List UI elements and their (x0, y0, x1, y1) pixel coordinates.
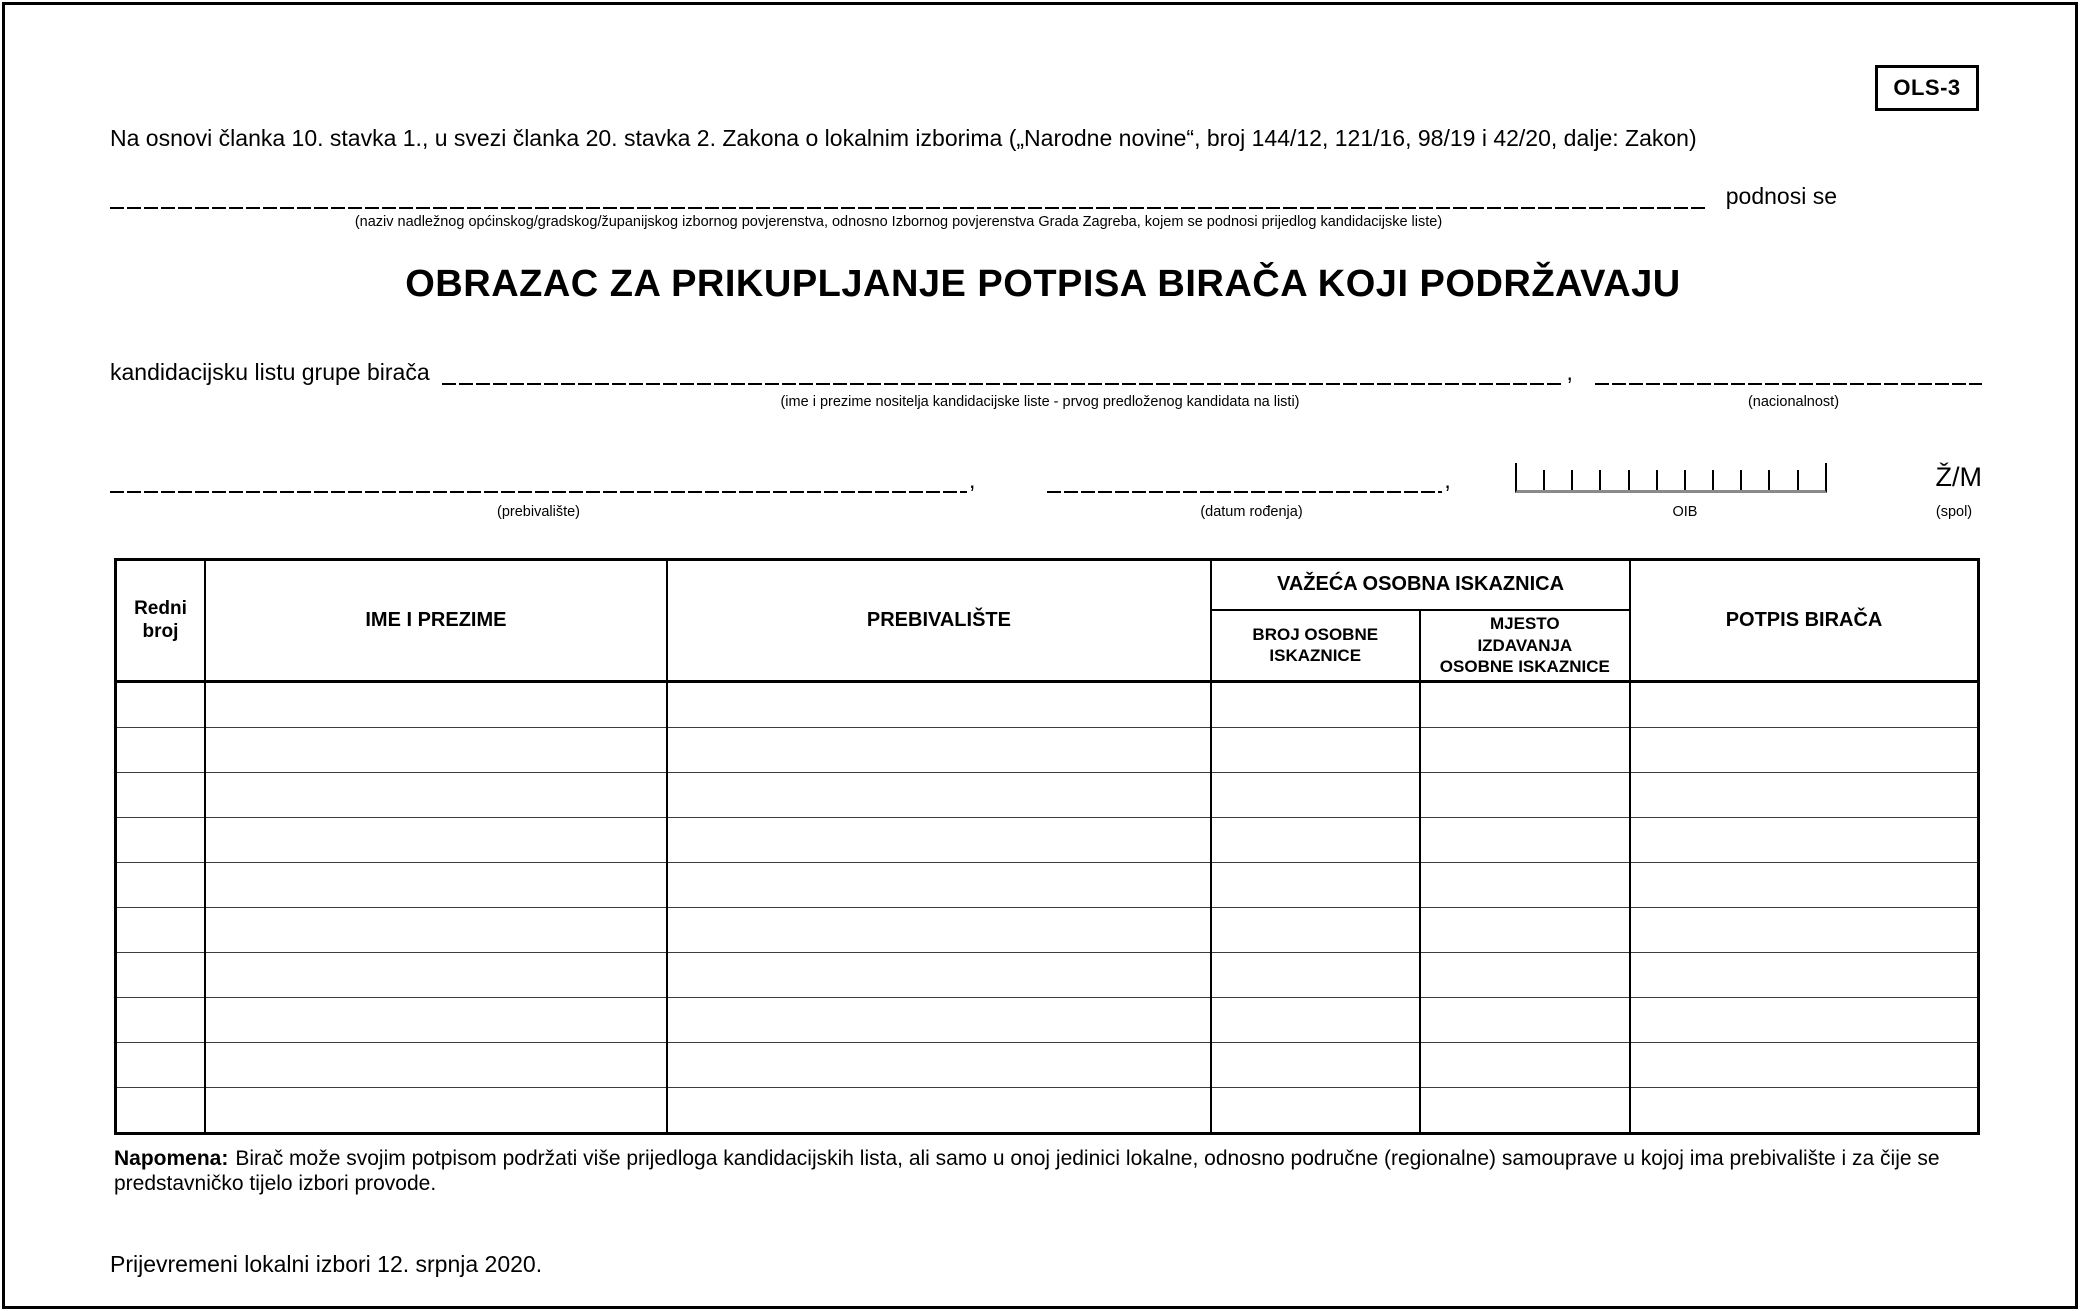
empty-cell[interactable] (116, 818, 205, 863)
empty-cell[interactable] (1211, 682, 1420, 728)
holder-caption: (ime i prezime nositelja kandidacijske liste - prvog predloženog kandidata na listi) (780, 394, 1300, 410)
table-row (116, 682, 1979, 728)
oib-digit-cell[interactable] (1601, 470, 1629, 490)
empty-cell[interactable] (1420, 682, 1631, 728)
empty-cell[interactable] (116, 863, 205, 908)
empty-cell[interactable] (1630, 953, 1978, 998)
birth-date-caption: (datum rođenja) (1200, 504, 1303, 520)
residence-caption: (prebivalište) (497, 504, 580, 520)
intro-paragraph: Na osnovi članka 10. stavka 1., u svezi članka 20. stavka 2. Zakona o lokalnim izborima („Narodne novine“, broj 144/12, 121/16, 98/19 i 42/20, dalje: Zakon) (110, 125, 1697, 151)
empty-cell[interactable] (1420, 863, 1631, 908)
comma-separator: , (1566, 358, 1573, 385)
empty-cell[interactable] (1211, 1043, 1420, 1088)
comma-separator: , (969, 466, 976, 493)
empty-cell[interactable] (1211, 1088, 1420, 1134)
sex-selector: Ž/M (1935, 462, 1982, 492)
oib-digit-cell[interactable] (1517, 470, 1545, 490)
empty-cell[interactable] (1420, 908, 1631, 953)
candidate-line-prefix: kandidacijsku listu grupe birača (110, 358, 430, 385)
empty-cell[interactable] (116, 728, 205, 773)
birth-date-blank[interactable] (1047, 463, 1442, 493)
oib-digit-cell[interactable] (1799, 470, 1825, 490)
empty-cell[interactable] (1211, 863, 1420, 908)
empty-cell[interactable] (116, 953, 205, 998)
empty-cell[interactable] (667, 908, 1211, 953)
empty-cell[interactable] (1420, 818, 1631, 863)
header-id-card-group: VAŽEĆA OSOBNA ISKAZNICA (1211, 560, 1630, 610)
oib-digit-cell[interactable] (1742, 470, 1770, 490)
empty-cell[interactable] (116, 773, 205, 818)
empty-cell[interactable] (667, 998, 1211, 1043)
empty-cell[interactable] (667, 1043, 1211, 1088)
empty-cell[interactable] (1211, 773, 1420, 818)
empty-cell[interactable] (667, 953, 1211, 998)
empty-cell[interactable] (1420, 953, 1631, 998)
empty-cell[interactable] (1630, 863, 1978, 908)
empty-cell[interactable] (205, 908, 667, 953)
personal-data-row (110, 459, 1982, 493)
oib-digit-cell[interactable] (1770, 470, 1798, 490)
table-row (116, 908, 1979, 953)
table-row (116, 998, 1979, 1043)
empty-cell[interactable] (205, 998, 667, 1043)
table-row (116, 953, 1979, 998)
header-name: IME I PREZIME (205, 560, 667, 682)
empty-cell[interactable] (116, 682, 205, 728)
nationality-caption: (nacionalnost) (1747, 394, 1840, 410)
empty-cell[interactable] (205, 953, 667, 998)
empty-cell[interactable] (1630, 773, 1978, 818)
podnosi-se-label: podnosi se (1725, 182, 1837, 209)
header-ordinal: Redni broj (116, 560, 205, 682)
empty-cell[interactable] (116, 998, 205, 1043)
empty-cell[interactable] (1630, 908, 1978, 953)
empty-cell[interactable] (1211, 953, 1420, 998)
empty-cell[interactable] (1630, 1043, 1978, 1088)
oib-digit-cell[interactable] (1573, 470, 1601, 490)
oib-digit-cell[interactable] (1630, 470, 1658, 490)
empty-cell[interactable] (205, 863, 667, 908)
empty-cell[interactable] (667, 728, 1211, 773)
table-row (116, 773, 1979, 818)
oib-digit-cell[interactable] (1686, 470, 1714, 490)
empty-cell[interactable] (1630, 728, 1978, 773)
empty-cell[interactable] (1630, 998, 1978, 1043)
signature-table (114, 558, 1980, 1135)
empty-cell[interactable] (1211, 908, 1420, 953)
empty-cell[interactable] (205, 728, 667, 773)
header-id-place: MJESTO IZDAVANJA OSOBNE ISKAZNICE (1420, 610, 1631, 682)
empty-cell[interactable] (205, 682, 667, 728)
header-id-number: BROJ OSOBNE ISKAZNICE (1211, 610, 1420, 682)
header-residence: PREBIVALIŠTE (667, 560, 1211, 682)
empty-cell[interactable] (1420, 1043, 1631, 1088)
table-row (116, 1043, 1979, 1088)
empty-cell[interactable] (1420, 773, 1631, 818)
empty-cell[interactable] (205, 818, 667, 863)
empty-cell[interactable] (205, 1043, 667, 1088)
empty-cell[interactable] (116, 908, 205, 953)
empty-cell[interactable] (667, 1088, 1211, 1134)
oib-digit-cell[interactable] (1545, 470, 1573, 490)
table-row (116, 818, 1979, 863)
empty-cell[interactable] (1211, 728, 1420, 773)
empty-cell[interactable] (1211, 998, 1420, 1043)
form-page (2, 2, 2078, 1309)
nationality-blank[interactable] (1595, 355, 1982, 385)
election-info: Prijevremeni lokalni izbori 12. srpnja 2020. (110, 1251, 543, 1277)
comma-separator: , (1444, 466, 1451, 493)
residence-blank[interactable] (110, 463, 967, 493)
commission-name-blank[interactable] (110, 179, 1708, 209)
table-row (116, 1088, 1979, 1134)
page-title: OBRAZAC ZA PRIKUPLJANJE POTPISA BIRAČA KOJI PODRŽAVAJU (405, 263, 1681, 305)
commission-caption: (naziv nadležnog općinskog/gradskog/županijskog izbornog povjerenstva, odnosno Izbornog povjerenstva Grada Zagreba, kojem se podnosi prijedlog kandidacijske liste) (354, 214, 1443, 230)
table-row (116, 728, 1979, 773)
oib-digit-cell[interactable] (1658, 470, 1686, 490)
empty-cell[interactable] (1420, 998, 1631, 1043)
empty-cell[interactable] (205, 773, 667, 818)
empty-cell[interactable] (667, 682, 1211, 728)
signature-table-container (114, 558, 1980, 1135)
form-code-text: OLS-3 (1893, 75, 1961, 100)
empty-cell[interactable] (1420, 728, 1631, 773)
empty-cell[interactable] (1630, 682, 1978, 728)
empty-cell[interactable] (205, 1088, 667, 1134)
table-row (116, 863, 1979, 908)
empty-cell[interactable] (1211, 818, 1420, 863)
empty-cell[interactable] (667, 818, 1211, 863)
note-text: Birač može svojim potpisom podržati više prijedloga kandidacijskih lista, ali samo u onoj jedinici lokalne, odnosno područne (regionalne) samouprave u kojoj ima prebivalište i za čije se predstavničko tijelo izbori provode. (114, 1147, 1940, 1196)
signature-table-body (116, 682, 1979, 1134)
candidate-row (110, 351, 1982, 385)
sex-caption: (spol) (1935, 504, 1973, 520)
oib-caption: OIB (1672, 504, 1698, 520)
oib-digit-cell[interactable] (1714, 470, 1742, 490)
oib-input-boxes[interactable] (1515, 463, 1827, 493)
empty-cell[interactable] (1630, 818, 1978, 863)
note-label: Napomena: (114, 1147, 229, 1170)
empty-cell[interactable] (1630, 1088, 1978, 1134)
note-paragraph (114, 1146, 1976, 1196)
commission-row (110, 177, 1837, 209)
header-signature: POTPIS BIRAČA (1630, 560, 1978, 682)
empty-cell[interactable] (1420, 1088, 1631, 1134)
list-holder-name-blank[interactable] (442, 355, 1565, 385)
empty-cell[interactable] (116, 1043, 205, 1088)
form-code-badge (1875, 65, 1979, 111)
empty-cell[interactable] (116, 1088, 205, 1134)
empty-cell[interactable] (667, 863, 1211, 908)
empty-cell[interactable] (667, 773, 1211, 818)
